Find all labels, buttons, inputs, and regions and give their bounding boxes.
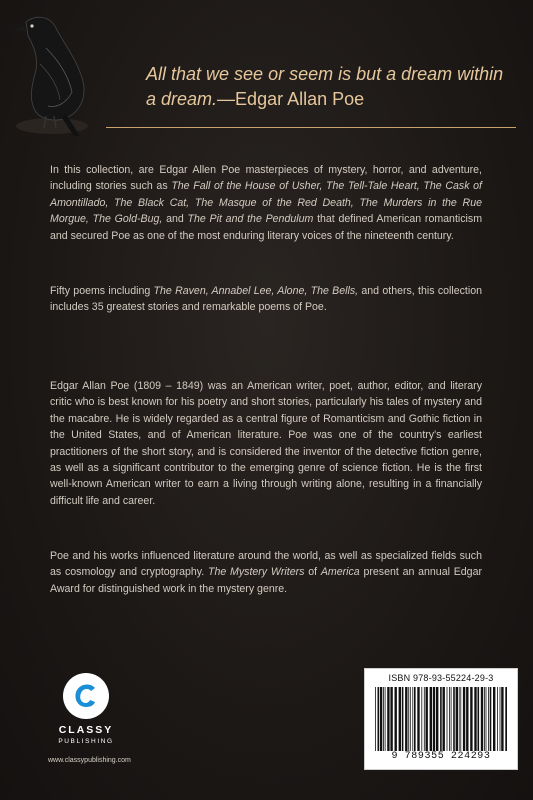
quote-divider bbox=[106, 127, 516, 128]
barcode-bar bbox=[486, 687, 487, 751]
raven-illustration bbox=[6, 8, 98, 140]
barcode-bar bbox=[505, 687, 507, 751]
barcode-bar bbox=[497, 687, 498, 751]
quote-text: All that we see or seem is but a dream within a dream. bbox=[146, 64, 504, 109]
barcode-bar bbox=[447, 687, 448, 751]
barcode-bar bbox=[390, 687, 392, 751]
barcode-bar bbox=[402, 687, 404, 751]
barcode-bar bbox=[488, 687, 489, 751]
publisher-name: CLASSY bbox=[58, 724, 114, 736]
isbn-barcode bbox=[364, 668, 518, 770]
barcode-bar bbox=[385, 687, 386, 751]
barcode-bar bbox=[383, 687, 384, 751]
barcode-bar bbox=[417, 687, 419, 751]
publisher-logo bbox=[48, 672, 138, 752]
paragraph-run: The Raven, Annabel Lee, Alone, The Bells, bbox=[153, 285, 359, 297]
barcode-bar bbox=[387, 687, 389, 751]
barcode-bar bbox=[378, 687, 380, 751]
paragraph-run: The Mystery Writers bbox=[208, 566, 305, 579]
barcode-bar bbox=[484, 687, 485, 751]
barcode-bar bbox=[490, 687, 492, 751]
paragraph-run: of bbox=[304, 566, 321, 579]
barcode-bar bbox=[375, 687, 376, 751]
barcode-bar bbox=[453, 687, 455, 751]
classy-logo-icon bbox=[62, 672, 110, 720]
barcode-bar bbox=[414, 687, 416, 751]
barcode-bar bbox=[501, 687, 503, 751]
barcode-bar bbox=[410, 687, 411, 751]
paragraph-run: that defined American romanticism and secured Poe as one of the most enduring literary voices of the nineteenth century. bbox=[50, 213, 483, 242]
paragraph-run: Edgar Allan Poe (1809 – 1849) was an American writer, poet, author, editor, and literary critic who is best known for his poetry and short stories, particularly his tales of mystery and the macabre. He is widely regarded as a central figure of Romanticism and Gothic fiction in the United States, and of American literature. Poe was one of the country's earliest practitioners of the short story, and is considered the inventor of the detective fiction genre, as well as a significant contributor to the emerging genre of science fiction. He is the first well-known American writer to earn a living through writing alone, resulting in a financially difficult life and career. bbox=[50, 380, 482, 507]
barcode-bar bbox=[412, 687, 413, 751]
barcode-bar bbox=[436, 687, 438, 751]
barcode-bar bbox=[399, 687, 401, 751]
barcode-bar bbox=[463, 687, 465, 751]
publisher-website: www.classypublishing.com bbox=[48, 757, 131, 764]
paragraph-run: Poe and his works influenced literature around the world, as well as specialized fields such as cosmology and cryptography. bbox=[50, 550, 482, 579]
barcode-bar bbox=[470, 687, 472, 751]
paragraph-run: and others, this collection includes 35 greatest stories and remarkable poems of Poe. bbox=[50, 285, 482, 314]
paragraph-run: The Fall of the House of Usher, The Tell-Tale Heart, The Cask of Amontillado, The Black Cat, The Masque of the Red Death, The Murders in the Rue Morgue, The Gold-Bug, bbox=[50, 180, 483, 226]
barcode-bar bbox=[395, 687, 397, 751]
barcode-bar bbox=[426, 687, 428, 751]
barcode-bar bbox=[466, 687, 468, 751]
barcode-bar bbox=[408, 687, 409, 751]
barcode-bar bbox=[481, 687, 483, 751]
paragraph-run: Fifty poems including bbox=[50, 285, 154, 297]
barcode-bar bbox=[421, 687, 422, 751]
quote-author: —Edgar Allan Poe bbox=[217, 89, 365, 109]
pull-quote bbox=[146, 62, 516, 112]
barcode-bar bbox=[460, 687, 461, 751]
barcode-bar bbox=[493, 687, 495, 751]
barcode-bar bbox=[430, 687, 432, 751]
paragraph-run: The Pit and the Pendulum bbox=[187, 213, 314, 226]
barcode-bar bbox=[500, 687, 501, 751]
barcode-bar bbox=[433, 687, 435, 751]
author-bio-paragraph bbox=[50, 378, 482, 509]
barcode-bar bbox=[380, 687, 382, 751]
barcode-bar bbox=[478, 687, 480, 751]
influence-paragraph bbox=[50, 548, 482, 597]
barcode-digits: 9 789355 224293 bbox=[391, 751, 491, 762]
paragraph-run: and bbox=[162, 213, 188, 226]
description-paragraph-1 bbox=[50, 162, 482, 244]
description-paragraph-2 bbox=[50, 283, 482, 316]
paragraph-run: America bbox=[320, 566, 360, 579]
barcode-bars bbox=[375, 687, 507, 751]
barcode-bar bbox=[424, 687, 425, 751]
barcode-bar bbox=[474, 687, 476, 751]
barcode-bar bbox=[456, 687, 458, 751]
barcode-bar bbox=[451, 687, 452, 751]
barcode-bar bbox=[405, 687, 407, 751]
publisher-subtitle: PUBLISHING bbox=[58, 738, 114, 745]
barcode-bar bbox=[449, 687, 450, 751]
paragraph-run: In this collection, are Edgar Allen Poe masterpieces of mystery, horror, and adventure, including stories such as bbox=[50, 164, 482, 193]
barcode-bar bbox=[443, 687, 445, 751]
barcode-bar bbox=[440, 687, 442, 751]
paragraph-run: present an annual Edgar Award for distinguished work in the mystery genre. bbox=[50, 566, 482, 595]
barcode-bar bbox=[459, 687, 460, 751]
isbn-number: ISBN 978-93-55224-29-3 bbox=[388, 673, 494, 683]
